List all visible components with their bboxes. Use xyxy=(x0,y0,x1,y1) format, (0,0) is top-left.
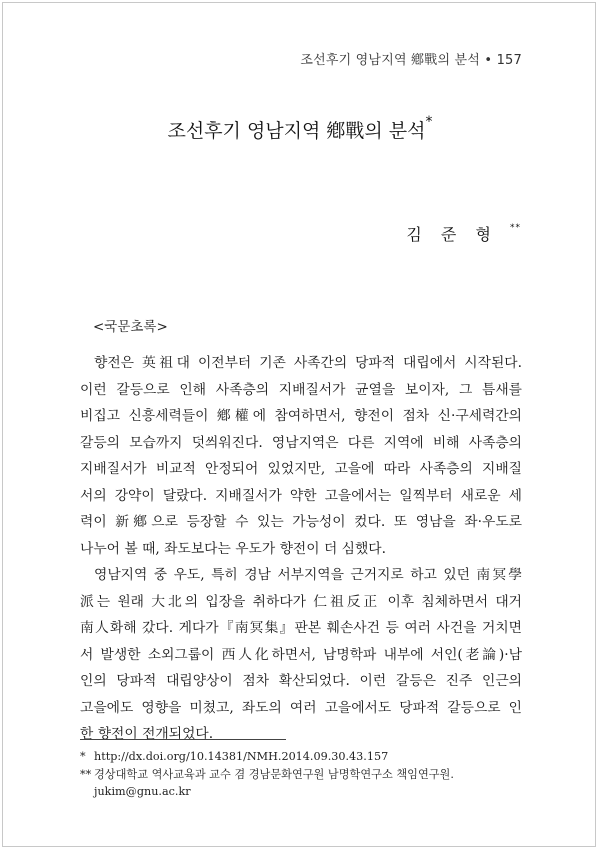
abstract-paragraph-2 xyxy=(80,562,522,748)
footnote-marker: * xyxy=(80,750,86,763)
abstract-line: 고을에도 영향을 미쳤고, 좌도의 여러 고을에서도 당파적 갈등으로 인 xyxy=(80,699,522,716)
abstract-line: 派는 원래 大北의 입장을 취하다가 仁祖反正 이후 침체하면서 대거 xyxy=(80,593,522,610)
doi-link[interactable]: http://dx.doi.org/10.14381/NMH.2014.09.30.43.157 xyxy=(94,750,389,763)
abstract-line: 한 향전이 전개되었다. xyxy=(80,726,214,742)
abstract-line: 南人화해 갔다. 게다가『南冥集』판본 훼손사건 등 여러 사건을 거치면 xyxy=(80,620,522,636)
footnote-doi xyxy=(80,748,530,766)
page-title xyxy=(0,116,600,143)
author-name xyxy=(406,222,521,245)
abstract-line: 비집고 신흥세력들이 鄕權에 참여하면서, 향전이 점차 신·구세력간의 xyxy=(80,408,522,424)
footnote-divider xyxy=(80,739,286,740)
abstract-line: 나누어 볼 때, 좌도보다는 우도가 향전이 더 심했다. xyxy=(80,540,387,557)
abstract-line: 이런 갈등으로 인해 사족층의 지배질서가 균열을 보이자, 그 틈새를 xyxy=(80,381,522,398)
title-text: 조선후기 영남지역 鄕戰의 분석 xyxy=(167,120,426,142)
footnote-email xyxy=(80,783,530,801)
abstract-line: 서 발생한 소외그룹이 西人化하면서, 남명학파 내부에 서인(老論)·남 xyxy=(80,646,522,663)
footnote-affiliation xyxy=(80,766,530,784)
abstract-line: 서의 강약이 달랐다. 지배질서가 약한 고을에서는 일찍부터 새로운 세 xyxy=(80,487,522,504)
abstract-heading: <국문초록> xyxy=(93,319,168,335)
abstract-line: 지배질서가 비교적 안정되어 있었지만, 고을에 따라 사족층의 지배질 xyxy=(80,461,522,477)
abstract-line: 력이 新鄕으로 등장할 수 있는 가능성이 컸다. 또 영남을 좌·우도로 xyxy=(80,514,522,530)
abstract-line: 향전은 英祖대 이전부터 기존 사족간의 당파적 대립에서 시작된다. xyxy=(94,355,522,371)
title-footnote-marker: * xyxy=(425,114,433,130)
abstract-line: 영남지역 중 우도, 특히 경남 서부지역을 근거지로 하고 있던 南冥學 xyxy=(94,567,522,583)
footnote-marker: ** xyxy=(80,767,92,781)
author-footnote-marker: ** xyxy=(510,223,521,233)
abstract-body xyxy=(80,350,522,748)
footnotes xyxy=(80,748,530,801)
running-header: 조선후기 영남지역 鄕戰의 분석 • 157 xyxy=(300,53,522,68)
affiliation-text: 경상대학교 역사교육과 교수 겸 경남문화연구원 남명학연구소 책임연구원. xyxy=(94,767,454,781)
abstract-line: 갈등의 모습까지 덧씌워진다. 영남지역은 다른 지역에 비해 사족층의 xyxy=(80,434,522,451)
email-link[interactable]: jukim@gnu.ac.kr xyxy=(94,785,191,798)
abstract-paragraph-1 xyxy=(80,350,522,562)
author-text: 김 준 형 xyxy=(406,225,498,244)
abstract-line: 인의 당파적 대립양상이 점차 확산되었다. 이런 갈등은 진주 인근의 xyxy=(80,673,522,689)
